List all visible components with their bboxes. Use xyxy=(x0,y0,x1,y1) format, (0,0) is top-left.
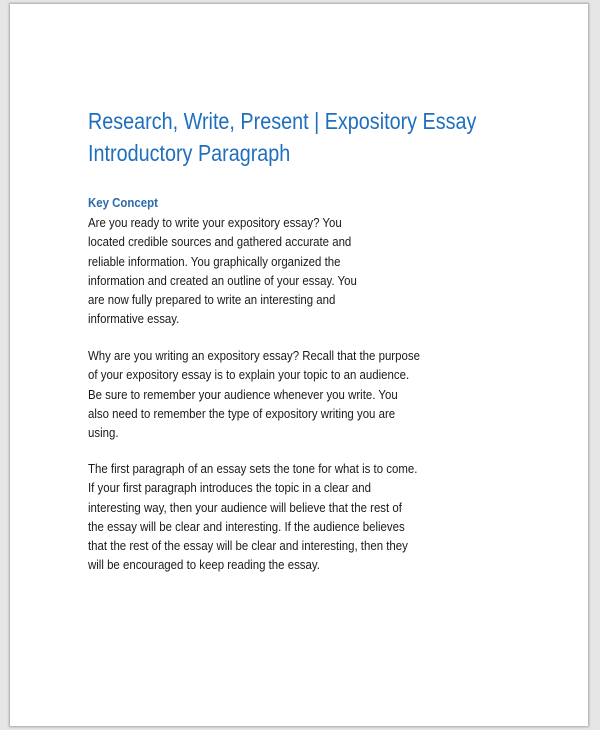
paragraph-line: are now fully prepared to write an interesting and xyxy=(88,292,336,308)
paragraph-line: will be encouraged to keep reading the essay. xyxy=(88,557,320,573)
paragraph-1 xyxy=(88,213,357,329)
paragraph-line: the essay will be clear and interesting. If the audience believes xyxy=(88,518,405,534)
paragraph-line: using. xyxy=(88,425,119,441)
paragraph-2 xyxy=(88,346,420,442)
title-line: Introductory Paragraph xyxy=(88,140,291,166)
paragraph-line: information and created an outline of your essay. You xyxy=(88,272,357,288)
document-title xyxy=(88,105,501,169)
paragraph-line: Why are you writing an expository essay? Recall that the purpose xyxy=(88,348,420,363)
paragraph-line: located credible sources and gathered accurate and xyxy=(88,234,352,250)
paragraph-line: If your first paragraph introduces the topic in a clear and xyxy=(88,480,371,496)
paragraph-line: also need to remember the type of expository writing you are xyxy=(88,405,396,421)
paragraph-line: Be sure to remember your audience whenever you write. You xyxy=(88,386,398,402)
title-line: Research, Write, Present | Expository Essay xyxy=(88,108,477,134)
paragraph-line: The first paragraph of an essay sets the tone for what is to come. xyxy=(88,461,418,476)
paragraph-line: Are you ready to write your expository essay? You xyxy=(88,215,342,230)
paragraph-line: that the rest of the essay will be clear and interesting, then they xyxy=(88,538,408,554)
paragraph-line: of your expository essay is to explain your topic to an audience. xyxy=(88,367,410,383)
section-heading: Key Concept xyxy=(88,195,158,210)
document-page xyxy=(10,4,588,726)
paragraph-line: interesting way, then your audience will believe that the rest of xyxy=(88,499,402,515)
paragraph-line: informative essay. xyxy=(88,311,180,327)
paragraph-3 xyxy=(88,459,417,575)
paragraph-line: reliable information. You graphically organized the xyxy=(88,253,341,269)
